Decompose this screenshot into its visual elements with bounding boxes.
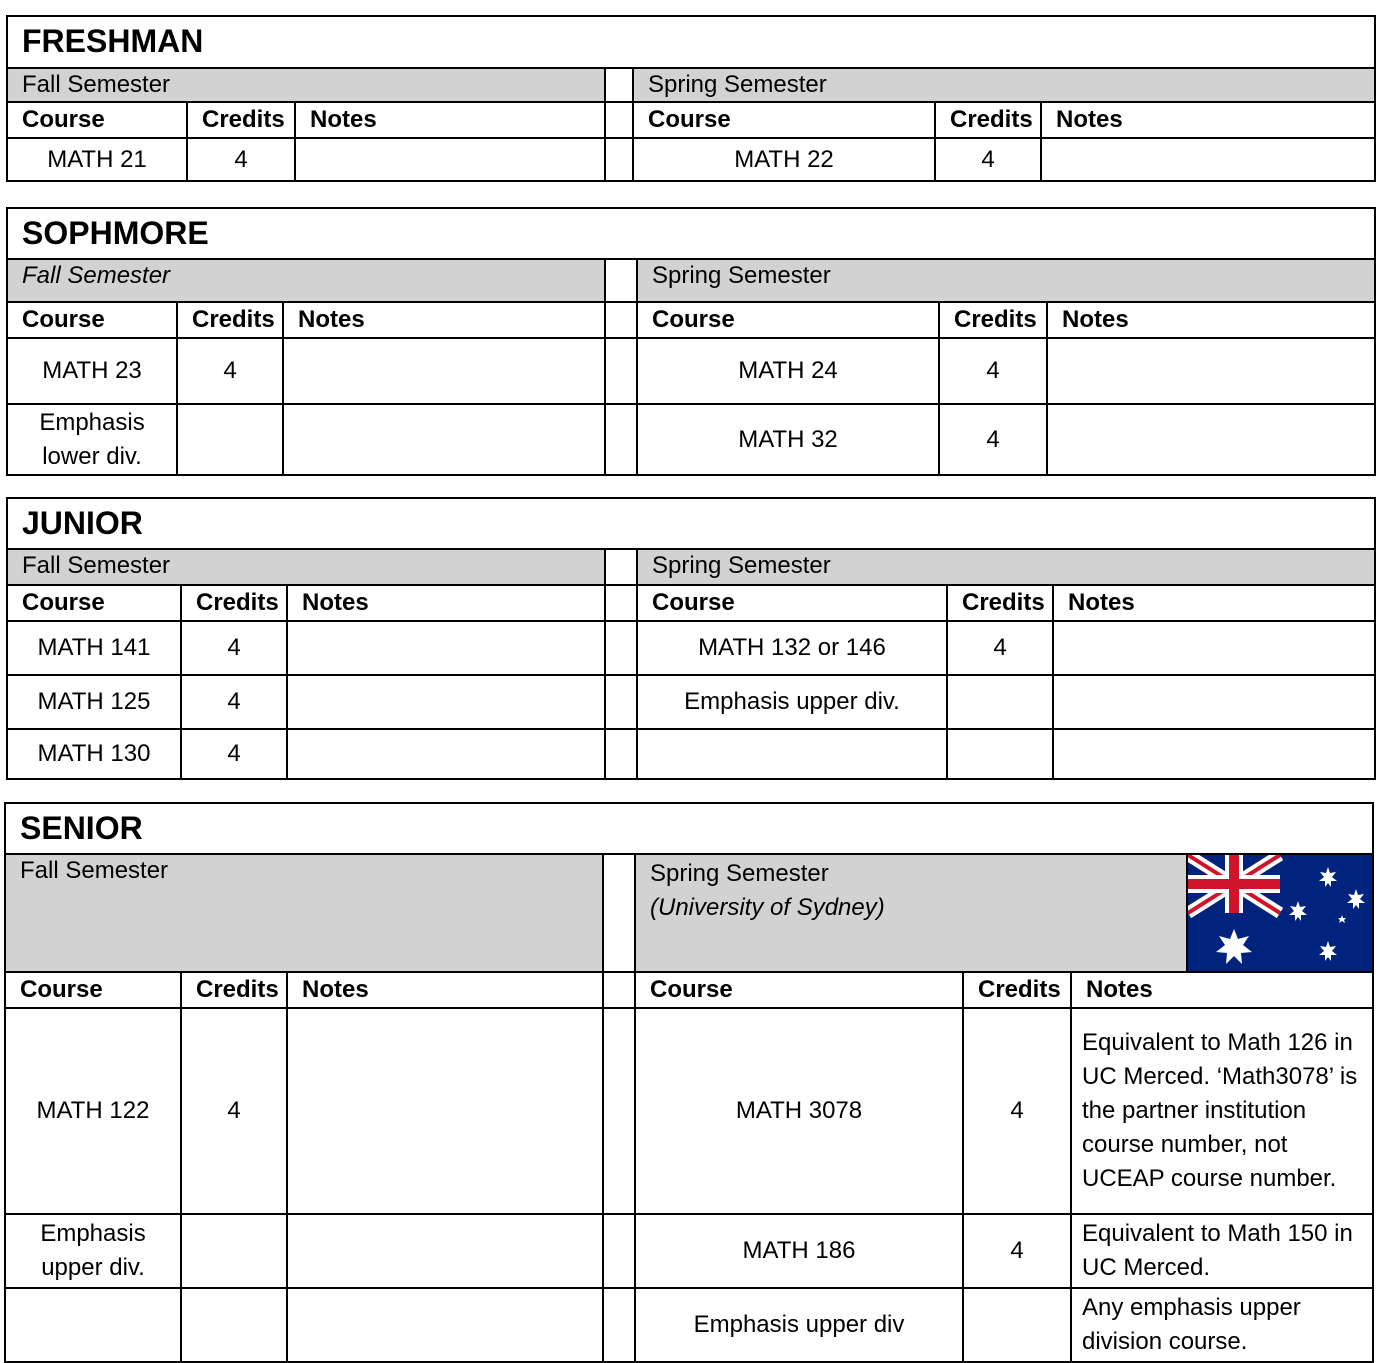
- credits-cell: 4: [963, 1008, 1071, 1214]
- year-title: JUNIOR: [7, 498, 1375, 549]
- course-cell: MATH 32: [637, 404, 939, 475]
- course-cell: MATH 24: [637, 338, 939, 404]
- credits-cell: 4: [181, 1008, 287, 1214]
- course-header: Course: [635, 972, 963, 1008]
- divider: [605, 138, 633, 181]
- credits-cell: [181, 1214, 287, 1288]
- credits-cell: 4: [181, 621, 287, 675]
- notes-cell: [1041, 138, 1375, 181]
- table-row: [5, 1288, 1373, 1362]
- course-header: Course: [7, 585, 181, 621]
- table-row: [7, 675, 1375, 729]
- notes-cell: Equivalent to Math 126 in UC Merced. ‘Math3078’ is the partner institution course number, not UCEAP course number.: [1071, 1008, 1373, 1214]
- notes-cell: [1047, 404, 1375, 475]
- course-cell: MATH 130: [7, 729, 181, 779]
- divider: [605, 404, 637, 475]
- credits-cell: [181, 1288, 287, 1362]
- table-row: [5, 1008, 1373, 1214]
- course-cell: MATH 22: [633, 138, 935, 181]
- table-row: [7, 338, 1375, 404]
- course-cell: Emphasis upper div.: [5, 1214, 181, 1288]
- divider: [603, 854, 635, 972]
- divider: [603, 972, 635, 1008]
- fall-semester-label: Fall Semester: [5, 854, 603, 972]
- notes-cell: [287, 675, 605, 729]
- notes-cell: Equivalent to Math 150 in UC Merced.: [1071, 1214, 1373, 1288]
- spring-semester-sublabel: [650, 891, 1172, 925]
- divider: [603, 1288, 635, 1362]
- sophomore-table: [6, 207, 1376, 476]
- course-cell: MATH 132 or 146: [637, 621, 947, 675]
- australia-flag-icon: [1188, 855, 1372, 971]
- credits-cell: [947, 729, 1053, 779]
- credits-cell: 4: [939, 404, 1047, 475]
- credits-header: Credits: [187, 102, 295, 138]
- divider: [605, 68, 633, 102]
- credits-header: Credits: [181, 585, 287, 621]
- course-header: Course: [5, 972, 181, 1008]
- divider: [605, 102, 633, 138]
- course-cell: MATH 141: [7, 621, 181, 675]
- divider: [605, 621, 637, 675]
- course-cell: MATH 3078: [635, 1008, 963, 1214]
- divider: [605, 585, 637, 621]
- course-cell: Emphasis lower div.: [7, 404, 177, 475]
- table-row: [7, 404, 1375, 475]
- notes-header: Notes: [1047, 302, 1375, 338]
- table-row: [7, 621, 1375, 675]
- course-cell: MATH 23: [7, 338, 177, 404]
- course-cell: MATH 122: [5, 1008, 181, 1214]
- credits-header: Credits: [177, 302, 283, 338]
- fall-semester-label: Fall Semester: [7, 68, 605, 102]
- credits-cell: 4: [935, 138, 1041, 181]
- credits-cell: [177, 404, 283, 475]
- notes-header: Notes: [1041, 102, 1375, 138]
- credits-cell: [963, 1288, 1071, 1362]
- notes-header: Notes: [1071, 972, 1373, 1008]
- year-title: SENIOR: [5, 803, 1373, 854]
- notes-cell: [287, 1288, 603, 1362]
- course-cell: Emphasis upper div.: [637, 675, 947, 729]
- fall-semester-label: [7, 259, 605, 301]
- course-header: Course: [7, 102, 187, 138]
- course-cell: MATH 125: [7, 675, 181, 729]
- course-cell: MATH 21: [7, 138, 187, 181]
- table-row: [5, 1214, 1373, 1288]
- freshman-table: [6, 15, 1376, 182]
- divider: [605, 338, 637, 404]
- credits-header: Credits: [935, 102, 1041, 138]
- notes-header: Notes: [283, 302, 605, 338]
- year-title: FRESHMAN: [7, 16, 1375, 68]
- notes-cell: [1053, 729, 1375, 779]
- fall-semester-text: Fall Semester: [22, 262, 171, 290]
- course-header: Course: [7, 302, 177, 338]
- credits-header: Credits: [947, 585, 1053, 621]
- notes-cell: [287, 1008, 603, 1214]
- university-name: (University of Sydney): [650, 894, 885, 921]
- divider: [605, 259, 637, 301]
- course-header: Course: [637, 585, 947, 621]
- credits-cell: 4: [939, 338, 1047, 404]
- course-cell: Emphasis upper div: [635, 1288, 963, 1362]
- notes-cell: [1053, 675, 1375, 729]
- junior-table: [6, 497, 1376, 780]
- spring-semester-label: Spring Semester: [637, 259, 1375, 301]
- notes-cell: [287, 621, 605, 675]
- course-header: Course: [637, 302, 939, 338]
- year-title: SOPHMORE: [7, 208, 1375, 259]
- course-cell: MATH 186: [635, 1214, 963, 1288]
- divider: [603, 1214, 635, 1288]
- credits-cell: 4: [947, 621, 1053, 675]
- notes-cell: [287, 1214, 603, 1288]
- divider: [605, 729, 637, 779]
- spring-semester-label: [635, 854, 1187, 972]
- notes-header: Notes: [287, 972, 603, 1008]
- notes-cell: [287, 729, 605, 779]
- credits-cell: 4: [181, 675, 287, 729]
- table-row: [7, 138, 1375, 181]
- notes-header: Notes: [287, 585, 605, 621]
- notes-cell: [283, 338, 605, 404]
- course-cell: [5, 1288, 181, 1362]
- course-header: Course: [633, 102, 935, 138]
- notes-header: Notes: [1053, 585, 1375, 621]
- credits-cell: 4: [181, 729, 287, 779]
- spring-semester-label: Spring Semester: [637, 549, 1375, 585]
- spring-semester-text: Spring Semester: [650, 860, 829, 887]
- divider: [605, 549, 637, 585]
- notes-cell: [1053, 621, 1375, 675]
- credits-cell: 4: [963, 1214, 1071, 1288]
- divider: [605, 302, 637, 338]
- credits-header: Credits: [963, 972, 1071, 1008]
- course-cell: [637, 729, 947, 779]
- credits-header: Credits: [939, 302, 1047, 338]
- divider: [603, 1008, 635, 1214]
- notes-header: Notes: [295, 102, 605, 138]
- table-row: [7, 729, 1375, 779]
- divider: [605, 675, 637, 729]
- notes-cell: [1047, 338, 1375, 404]
- credits-cell: 4: [177, 338, 283, 404]
- credits-header: Credits: [181, 972, 287, 1008]
- fall-semester-label: Fall Semester: [7, 549, 605, 585]
- notes-cell: [283, 404, 605, 475]
- credits-cell: [947, 675, 1053, 729]
- senior-table: [4, 802, 1374, 1363]
- flag-cell: [1187, 854, 1373, 972]
- notes-cell: Any emphasis upper division course.: [1071, 1288, 1373, 1362]
- credits-cell: 4: [187, 138, 295, 181]
- notes-cell: [295, 138, 605, 181]
- spring-semester-label: Spring Semester: [633, 68, 1375, 102]
